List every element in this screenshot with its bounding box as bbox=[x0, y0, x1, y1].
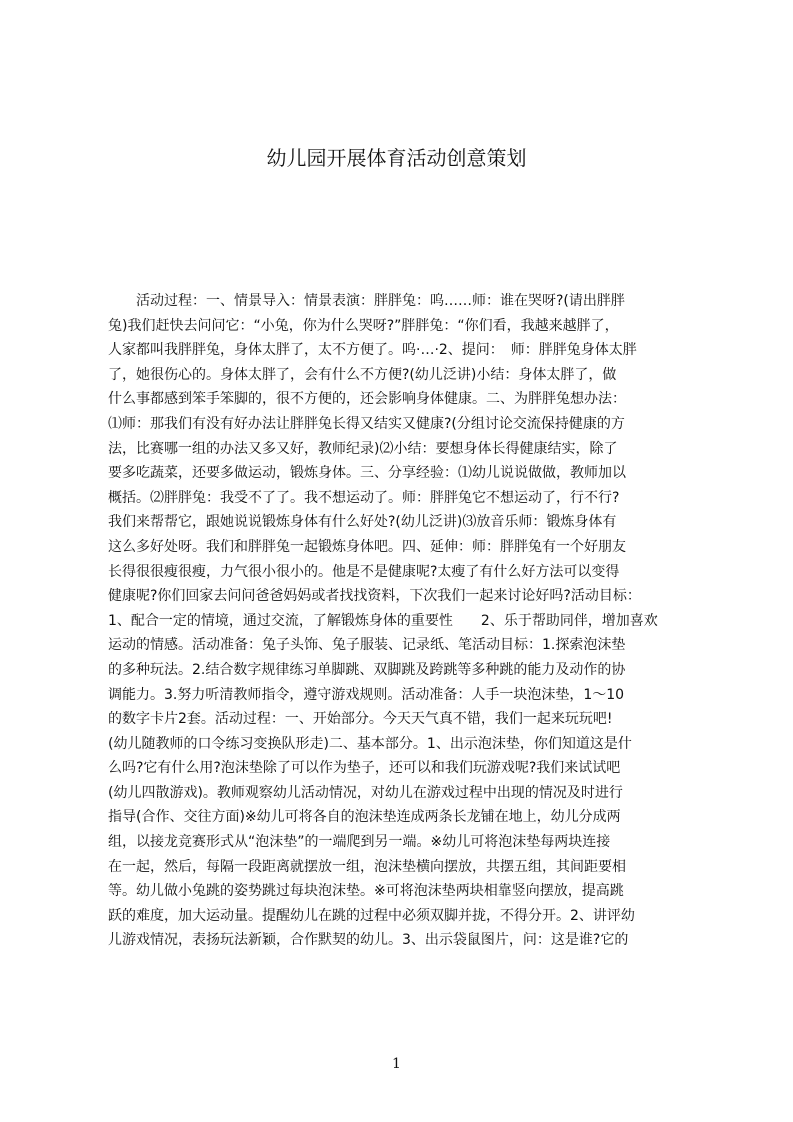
text-line: 人家都叫我胖胖兔，身体太胖了，太不方便了。呜·…·2、提问： 师：胖胖兔身体太胖 bbox=[108, 342, 637, 359]
text-line: 儿游戏情况，表扬玩法新颖，合作默契的幼儿。3、出示袋鼠图片，问：这是谁?它的 bbox=[108, 932, 629, 949]
text-line: 要多吃蔬菜，还要多做运动，锻炼身体。三、分享经验：⑴幼儿说说做做，教师加以 bbox=[108, 465, 626, 482]
text-line: 什么事都感到笨手笨脚的，很不方便的，还会影响身体健康。二、为胖胖兔想办法： bbox=[108, 391, 626, 408]
text-line: 么吗?它有什么用?泡沫垫除了可以作为垫子，还可以和我们玩游戏呢?我们来试试吧 bbox=[108, 760, 621, 777]
document-title: 幼儿园开展体育活动创意策划 bbox=[266, 146, 527, 170]
text-line: 的多种玩法。2.结合数字规律练习单脚跳、双脚跳及跨跳等多种跳的能力及动作的协 bbox=[108, 661, 626, 678]
text-line: 长得很很瘦很瘦，力气很小很小的。他是不是健康呢?太瘦了有什么好方法可以变得 bbox=[108, 563, 620, 580]
text-line: 兔)我们赶快去问问它：“小兔，你为什么哭呀?”胖胖兔：“你们看，我越来越胖了， bbox=[108, 317, 619, 334]
text-line: 这么多好处呀。我们和胖胖兔一起锻炼身体吧。四、延伸：师：胖胖兔有一个好朋友 bbox=[108, 538, 626, 555]
text-line: 组，以接龙竞赛形式从“泡沫垫”的一端爬到另一端。※幼儿可将泡沫垫每两块连接 bbox=[108, 834, 611, 851]
text-line: 的数字卡片2套。活动过程：一、开始部分。今天天气真不错，我们一起来玩玩吧! bbox=[108, 711, 613, 728]
text-line: 我们来帮帮它，跟她说说锻炼身体有什么好处?(幼儿泛讲)⑶放音乐师：锻炼身体有 bbox=[108, 514, 617, 531]
text-line: 在一起，然后，每隔一段距离就摆放一组，泡沫垫横向摆放，共摆五组，其间距要相 bbox=[108, 858, 626, 875]
text-line: 1、配合一定的情境，通过交流，了解锻炼身体的重要性 2、乐于帮助同伴，增加喜欢 bbox=[108, 612, 658, 629]
document-body bbox=[108, 289, 698, 989]
text-line: 健康呢?你们回家去问问爸爸妈妈或者找找资料，下次我们一起来讨论好吗?活动目标： bbox=[108, 588, 641, 605]
text-line: 跃的难度，加大运动量。提醒幼儿在跳的过程中必须双脚并拢，不得分开。2、讲评幼 bbox=[108, 907, 635, 924]
text-line: 指导(合作、交往方面)※幼儿可将各自的泡沫垫连成两条长龙铺在地上，幼儿分成两 bbox=[108, 809, 621, 826]
text-line: (幼儿四散游戏)。教师观察幼儿活动情况，对幼儿在游戏过程中出现的情况及时进行 bbox=[108, 784, 623, 801]
text-line: 运动的情感。活动准备：兔子头饰、兔子服装、记录纸、笔活动目标：1.探索泡沫垫 bbox=[108, 637, 626, 654]
text-line: 了，她很伤心的。身体太胖了，会有什么不方便?(幼儿泛讲)小结：身体太胖了，做 bbox=[108, 366, 617, 383]
text-line: 等。幼儿做小兔跳的姿势跳过每块泡沫垫。※可将泡沫垫两块相靠竖向摆放，提高跳 bbox=[108, 883, 624, 900]
text-line: 概括。⑵胖胖兔：我受不了了。我不想运动了。师：胖胖兔它不想运动了，行不行? bbox=[108, 489, 620, 506]
text-line: 法，比赛哪一组的办法又多又好，教师纪录)⑵小结：要想身体长得健康结实，除了 bbox=[108, 440, 618, 457]
text-line: (幼儿随教师的口令练习变换队形走)二、基本部分。1、出示泡沫垫，你们知道这是什 bbox=[108, 735, 632, 752]
text-line: 调能力。3.努力听清教师指令，遵守游戏规则。活动准备：人手一块泡沫垫，1～10 bbox=[108, 686, 625, 703]
text-line: 活动过程：一、情景导入：情景表演：胖胖兔：呜……师：谁在哭呀?(请出胖胖 bbox=[108, 293, 625, 309]
text-line: ⑴师：那我们有没有好办法让胖胖兔长得又结实又健康?(分组讨论交流保持健康的方 bbox=[108, 415, 625, 432]
page-number: 1 bbox=[392, 1056, 401, 1072]
